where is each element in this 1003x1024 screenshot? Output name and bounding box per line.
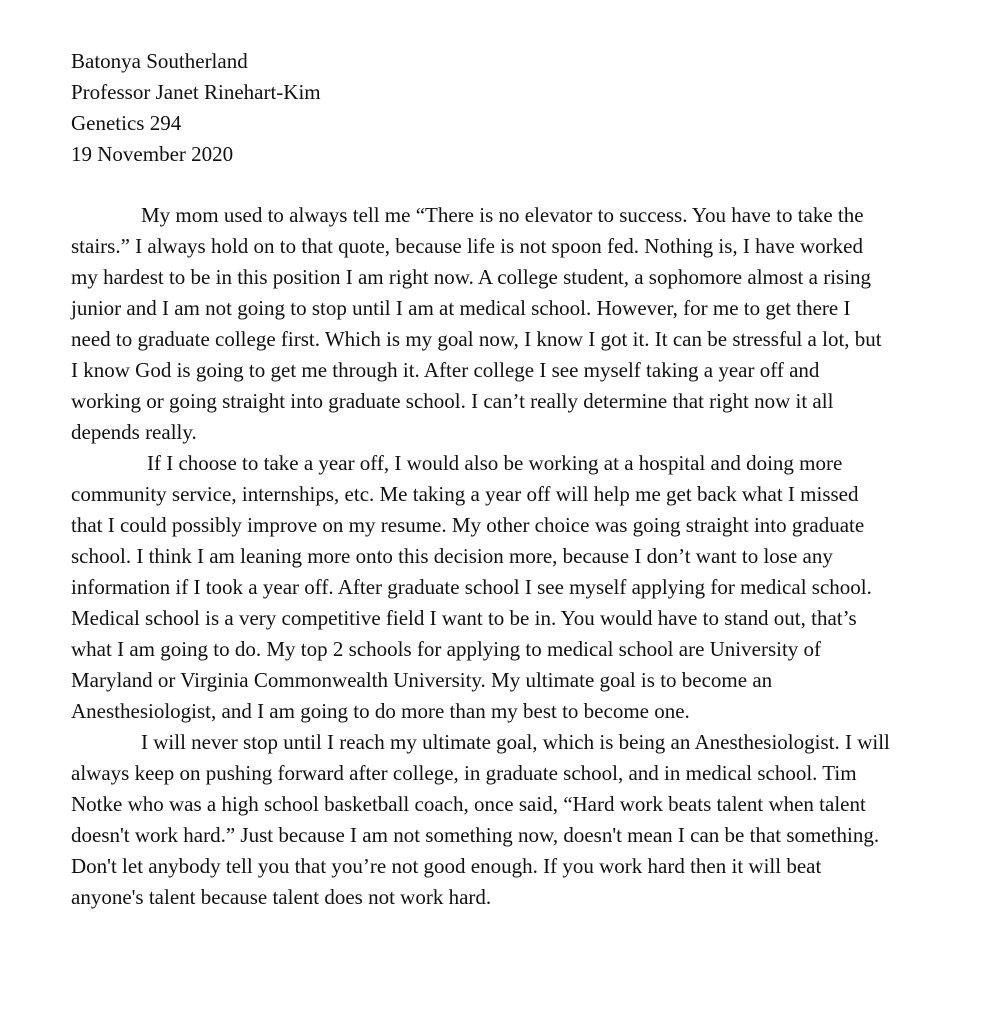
paragraph-line: I will never stop until I reach my ultimate goal, which is being an Anesthesiologist. I will — [141, 730, 890, 754]
paragraph-line: working or going straight into graduate school. I can’t really determine that right now it all — [71, 389, 834, 413]
paragraph-line: stairs.” I always hold on to that quote, because life is not spoon fed. Nothing is, I have worked — [71, 234, 863, 258]
paragraph-line: community service, internships, etc. Me taking a year off will help me get back what I missed — [71, 482, 859, 506]
paragraph-line: My mom used to always tell me “There is no elevator to success. You have to take the — [141, 203, 864, 227]
paragraph-line: Anesthesiologist, and I am going to do more than my best to become one. — [71, 699, 690, 723]
paragraph-line: information if I took a year off. After graduate school I see myself applying for medical school. — [71, 575, 872, 599]
essay-body — [71, 200, 991, 913]
paragraph-line: anyone's talent because talent does not work hard. — [71, 885, 492, 909]
paragraph-line: If I choose to take a year off, I would also be working at a hospital and doing more — [147, 451, 843, 475]
paragraph-line: my hardest to be in this position I am right now. A college student, a sophomore almost a rising — [71, 265, 872, 289]
paragraph-3 — [71, 727, 991, 913]
paragraph-1 — [71, 200, 991, 448]
paragraph-line: always keep on pushing forward after college, in graduate school, and in medical school. Tim — [71, 761, 857, 785]
paragraph-line: Medical school is a very competitive field I want to be in. You would have to stand out, that’s — [71, 606, 857, 630]
paragraph-line: Don't let anybody tell you that you’re not good enough. If you work hard then it will beat — [71, 854, 822, 878]
paragraph-line: depends really. — [71, 420, 197, 444]
paragraph-line: school. I think I am leaning more onto this decision more, because I don’t want to lose any — [71, 544, 833, 568]
student-name: Batonya Southerland — [71, 49, 248, 73]
paragraph-line: junior and I am not going to stop until I am at medical school. However, for me to get there I — [71, 296, 851, 320]
course-name: Genetics 294 — [71, 111, 182, 135]
paragraph-2 — [71, 448, 991, 727]
paragraph-line: what I am going to do. My top 2 schools for applying to medical school are University of — [71, 637, 822, 661]
paragraph-line: I know God is going to get me through it. After college I see myself taking a year off and — [71, 358, 820, 382]
paragraph-line: Maryland or Virginia Commonwealth University. My ultimate goal is to become an — [71, 668, 773, 692]
paragraph-line: doesn't work hard.” Just because I am not something now, doesn't mean I can be that something. — [71, 823, 880, 847]
paragraph-line: that I could possibly improve on my resume. My other choice was going straight into graduate — [71, 513, 865, 537]
essay-header — [71, 46, 321, 170]
professor-name: Professor Janet Rinehart-Kim — [71, 80, 321, 104]
paragraph-line: Notke who was a high school basketball coach, once said, “Hard work beats talent when talent — [71, 792, 866, 816]
paragraph-line: need to graduate college first. Which is my goal now, I know I got it. It can be stressful a lot, but — [71, 327, 882, 351]
essay-date: 19 November 2020 — [71, 142, 234, 166]
